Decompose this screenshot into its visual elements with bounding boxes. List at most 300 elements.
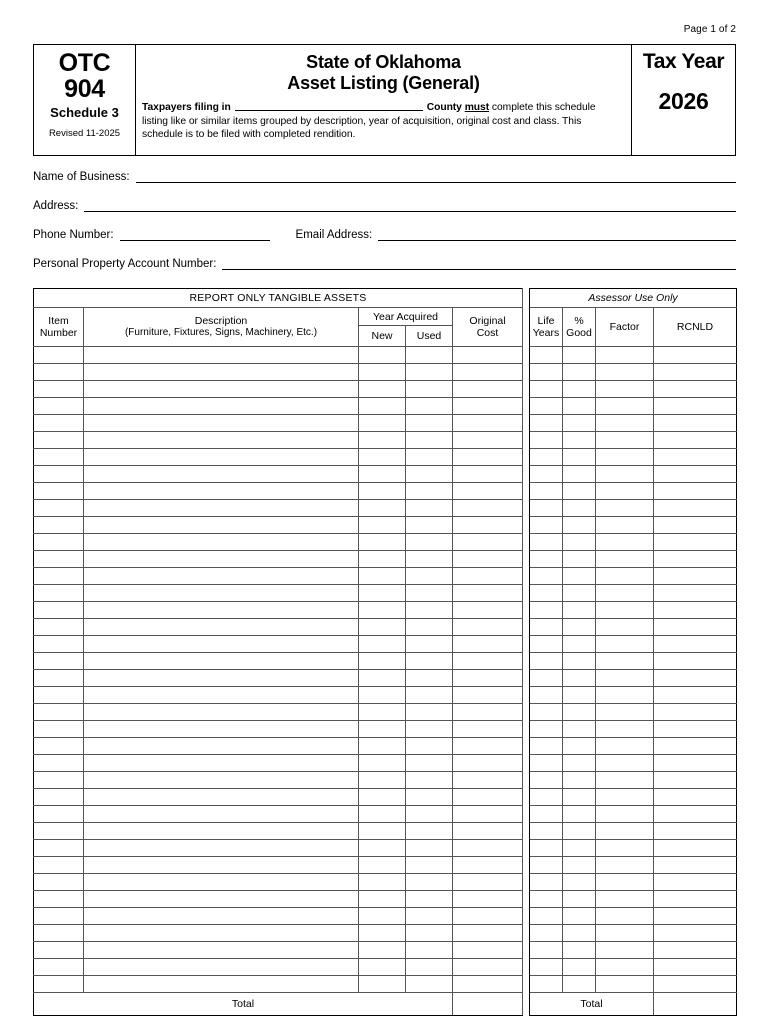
cell-factor[interactable] <box>596 670 654 687</box>
cell-description[interactable] <box>84 466 359 483</box>
cell-original-cost[interactable] <box>453 449 523 466</box>
cell-life-years[interactable] <box>530 976 563 993</box>
cell-year-new[interactable] <box>359 925 406 942</box>
cell-rcnld[interactable] <box>654 976 737 993</box>
cell-description[interactable] <box>84 483 359 500</box>
cell-year-used[interactable] <box>406 789 453 806</box>
cell-description[interactable] <box>84 653 359 670</box>
cell-year-used[interactable] <box>406 398 453 415</box>
cell-year-new[interactable] <box>359 483 406 500</box>
total-rcnld-value[interactable] <box>654 993 737 1016</box>
cell-rcnld[interactable] <box>654 551 737 568</box>
cell-year-new[interactable] <box>359 619 406 636</box>
cell-year-new[interactable] <box>359 449 406 466</box>
cell-percent-good[interactable] <box>563 908 596 925</box>
cell-life-years[interactable] <box>530 806 563 823</box>
cell-percent-good[interactable] <box>563 874 596 891</box>
cell-year-new[interactable] <box>359 432 406 449</box>
cell-year-used[interactable] <box>406 534 453 551</box>
cell-percent-good[interactable] <box>563 772 596 789</box>
cell-year-used[interactable] <box>406 347 453 364</box>
cell-factor[interactable] <box>596 568 654 585</box>
cell-original-cost[interactable] <box>453 738 523 755</box>
cell-rcnld[interactable] <box>654 415 737 432</box>
cell-factor[interactable] <box>596 755 654 772</box>
cell-rcnld[interactable] <box>654 755 737 772</box>
cell-original-cost[interactable] <box>453 823 523 840</box>
cell-factor[interactable] <box>596 704 654 721</box>
cell-original-cost[interactable] <box>453 755 523 772</box>
cell-description[interactable] <box>84 432 359 449</box>
cell-year-new[interactable] <box>359 959 406 976</box>
cell-description[interactable] <box>84 721 359 738</box>
cell-rcnld[interactable] <box>654 823 737 840</box>
cell-original-cost[interactable] <box>453 653 523 670</box>
cell-life-years[interactable] <box>530 500 563 517</box>
cell-year-new[interactable] <box>359 636 406 653</box>
cell-year-new[interactable] <box>359 874 406 891</box>
cell-original-cost[interactable] <box>453 568 523 585</box>
cell-item-number[interactable] <box>34 789 84 806</box>
cell-description[interactable] <box>84 619 359 636</box>
cell-percent-good[interactable] <box>563 823 596 840</box>
cell-original-cost[interactable] <box>453 551 523 568</box>
cell-year-used[interactable] <box>406 942 453 959</box>
cell-rcnld[interactable] <box>654 959 737 976</box>
cell-year-new[interactable] <box>359 772 406 789</box>
cell-life-years[interactable] <box>530 857 563 874</box>
cell-year-used[interactable] <box>406 857 453 874</box>
cell-original-cost[interactable] <box>453 415 523 432</box>
cell-life-years[interactable] <box>530 789 563 806</box>
cell-description[interactable] <box>84 381 359 398</box>
cell-percent-good[interactable] <box>563 670 596 687</box>
cell-year-used[interactable] <box>406 891 453 908</box>
cell-year-new[interactable] <box>359 721 406 738</box>
cell-item-number[interactable] <box>34 721 84 738</box>
cell-description[interactable] <box>84 823 359 840</box>
cell-item-number[interactable] <box>34 653 84 670</box>
cell-factor[interactable] <box>596 347 654 364</box>
cell-life-years[interactable] <box>530 483 563 500</box>
cell-percent-good[interactable] <box>563 704 596 721</box>
cell-factor[interactable] <box>596 602 654 619</box>
cell-factor[interactable] <box>596 687 654 704</box>
cell-description[interactable] <box>84 602 359 619</box>
cell-item-number[interactable] <box>34 500 84 517</box>
cell-percent-good[interactable] <box>563 976 596 993</box>
cell-description[interactable] <box>84 976 359 993</box>
cell-year-used[interactable] <box>406 840 453 857</box>
cell-item-number[interactable] <box>34 976 84 993</box>
cell-rcnld[interactable] <box>654 704 737 721</box>
cell-description[interactable] <box>84 738 359 755</box>
cell-life-years[interactable] <box>530 721 563 738</box>
cell-life-years[interactable] <box>530 942 563 959</box>
cell-original-cost[interactable] <box>453 925 523 942</box>
total-original-cost-value[interactable] <box>453 993 523 1016</box>
cell-factor[interactable] <box>596 925 654 942</box>
cell-year-used[interactable] <box>406 449 453 466</box>
cell-factor[interactable] <box>596 959 654 976</box>
cell-original-cost[interactable] <box>453 908 523 925</box>
cell-factor[interactable] <box>596 823 654 840</box>
cell-year-new[interactable] <box>359 415 406 432</box>
cell-year-used[interactable] <box>406 738 453 755</box>
cell-rcnld[interactable] <box>654 483 737 500</box>
cell-description[interactable] <box>84 415 359 432</box>
cell-rcnld[interactable] <box>654 432 737 449</box>
cell-percent-good[interactable] <box>563 959 596 976</box>
cell-percent-good[interactable] <box>563 364 596 381</box>
cell-percent-good[interactable] <box>563 449 596 466</box>
cell-percent-good[interactable] <box>563 840 596 857</box>
cell-year-used[interactable] <box>406 687 453 704</box>
cell-life-years[interactable] <box>530 551 563 568</box>
cell-year-new[interactable] <box>359 823 406 840</box>
cell-rcnld[interactable] <box>654 602 737 619</box>
cell-description[interactable] <box>84 585 359 602</box>
cell-life-years[interactable] <box>530 602 563 619</box>
cell-item-number[interactable] <box>34 432 84 449</box>
cell-item-number[interactable] <box>34 483 84 500</box>
cell-percent-good[interactable] <box>563 806 596 823</box>
cell-original-cost[interactable] <box>453 381 523 398</box>
cell-life-years[interactable] <box>530 466 563 483</box>
cell-year-used[interactable] <box>406 636 453 653</box>
cell-original-cost[interactable] <box>453 517 523 534</box>
cell-original-cost[interactable] <box>453 891 523 908</box>
cell-description[interactable] <box>84 959 359 976</box>
cell-year-new[interactable] <box>359 789 406 806</box>
cell-factor[interactable] <box>596 432 654 449</box>
cell-year-new[interactable] <box>359 364 406 381</box>
cell-item-number[interactable] <box>34 568 84 585</box>
cell-year-used[interactable] <box>406 602 453 619</box>
cell-factor[interactable] <box>596 908 654 925</box>
cell-year-used[interactable] <box>406 704 453 721</box>
cell-year-used[interactable] <box>406 585 453 602</box>
cell-life-years[interactable] <box>530 619 563 636</box>
cell-rcnld[interactable] <box>654 670 737 687</box>
cell-year-new[interactable] <box>359 466 406 483</box>
cell-description[interactable] <box>84 874 359 891</box>
cell-rcnld[interactable] <box>654 517 737 534</box>
cell-percent-good[interactable] <box>563 432 596 449</box>
cell-year-new[interactable] <box>359 738 406 755</box>
cell-original-cost[interactable] <box>453 959 523 976</box>
cell-life-years[interactable] <box>530 840 563 857</box>
cell-life-years[interactable] <box>530 959 563 976</box>
cell-factor[interactable] <box>596 364 654 381</box>
cell-percent-good[interactable] <box>563 636 596 653</box>
cell-percent-good[interactable] <box>563 857 596 874</box>
cell-item-number[interactable] <box>34 908 84 925</box>
cell-description[interactable] <box>84 534 359 551</box>
cell-original-cost[interactable] <box>453 670 523 687</box>
cell-factor[interactable] <box>596 942 654 959</box>
cell-year-used[interactable] <box>406 925 453 942</box>
cell-factor[interactable] <box>596 619 654 636</box>
cell-factor[interactable] <box>596 738 654 755</box>
cell-year-new[interactable] <box>359 908 406 925</box>
cell-year-used[interactable] <box>406 670 453 687</box>
cell-rcnld[interactable] <box>654 568 737 585</box>
cell-item-number[interactable] <box>34 857 84 874</box>
cell-original-cost[interactable] <box>453 364 523 381</box>
cell-rcnld[interactable] <box>654 398 737 415</box>
cell-original-cost[interactable] <box>453 806 523 823</box>
cell-item-number[interactable] <box>34 398 84 415</box>
cell-year-new[interactable] <box>359 857 406 874</box>
cell-original-cost[interactable] <box>453 789 523 806</box>
cell-percent-good[interactable] <box>563 687 596 704</box>
cell-factor[interactable] <box>596 721 654 738</box>
cell-year-used[interactable] <box>406 772 453 789</box>
cell-factor[interactable] <box>596 772 654 789</box>
cell-description[interactable] <box>84 347 359 364</box>
cell-item-number[interactable] <box>34 381 84 398</box>
cell-year-new[interactable] <box>359 534 406 551</box>
cell-percent-good[interactable] <box>563 653 596 670</box>
cell-item-number[interactable] <box>34 670 84 687</box>
cell-factor[interactable] <box>596 857 654 874</box>
cell-original-cost[interactable] <box>453 687 523 704</box>
cell-factor[interactable] <box>596 466 654 483</box>
cell-item-number[interactable] <box>34 959 84 976</box>
cell-year-new[interactable] <box>359 891 406 908</box>
cell-description[interactable] <box>84 857 359 874</box>
cell-life-years[interactable] <box>530 636 563 653</box>
cell-year-used[interactable] <box>406 432 453 449</box>
cell-rcnld[interactable] <box>654 925 737 942</box>
cell-life-years[interactable] <box>530 415 563 432</box>
cell-item-number[interactable] <box>34 636 84 653</box>
cell-description[interactable] <box>84 925 359 942</box>
cell-year-used[interactable] <box>406 721 453 738</box>
cell-year-new[interactable] <box>359 517 406 534</box>
cell-percent-good[interactable] <box>563 500 596 517</box>
cell-rcnld[interactable] <box>654 466 737 483</box>
cell-year-used[interactable] <box>406 976 453 993</box>
cell-description[interactable] <box>84 772 359 789</box>
cell-description[interactable] <box>84 398 359 415</box>
cell-item-number[interactable] <box>34 823 84 840</box>
cell-description[interactable] <box>84 687 359 704</box>
cell-year-new[interactable] <box>359 500 406 517</box>
cell-year-new[interactable] <box>359 755 406 772</box>
cell-rcnld[interactable] <box>654 636 737 653</box>
email-address-input[interactable] <box>378 228 736 241</box>
cell-original-cost[interactable] <box>453 398 523 415</box>
cell-percent-good[interactable] <box>563 381 596 398</box>
cell-original-cost[interactable] <box>453 636 523 653</box>
cell-factor[interactable] <box>596 891 654 908</box>
cell-description[interactable] <box>84 840 359 857</box>
cell-original-cost[interactable] <box>453 840 523 857</box>
cell-percent-good[interactable] <box>563 534 596 551</box>
cell-factor[interactable] <box>596 874 654 891</box>
cell-life-years[interactable] <box>530 347 563 364</box>
cell-year-used[interactable] <box>406 500 453 517</box>
cell-year-new[interactable] <box>359 704 406 721</box>
cell-factor[interactable] <box>596 381 654 398</box>
cell-original-cost[interactable] <box>453 483 523 500</box>
cell-life-years[interactable] <box>530 704 563 721</box>
cell-description[interactable] <box>84 704 359 721</box>
cell-factor[interactable] <box>596 806 654 823</box>
cell-rcnld[interactable] <box>654 653 737 670</box>
cell-rcnld[interactable] <box>654 449 737 466</box>
cell-percent-good[interactable] <box>563 551 596 568</box>
cell-life-years[interactable] <box>530 755 563 772</box>
cell-rcnld[interactable] <box>654 619 737 636</box>
cell-life-years[interactable] <box>530 381 563 398</box>
cell-life-years[interactable] <box>530 891 563 908</box>
cell-description[interactable] <box>84 942 359 959</box>
cell-rcnld[interactable] <box>654 687 737 704</box>
cell-year-used[interactable] <box>406 619 453 636</box>
cell-rcnld[interactable] <box>654 364 737 381</box>
cell-rcnld[interactable] <box>654 857 737 874</box>
phone-number-input[interactable] <box>120 228 270 241</box>
cell-rcnld[interactable] <box>654 738 737 755</box>
cell-year-used[interactable] <box>406 551 453 568</box>
cell-item-number[interactable] <box>34 466 84 483</box>
cell-rcnld[interactable] <box>654 585 737 602</box>
cell-percent-good[interactable] <box>563 568 596 585</box>
cell-rcnld[interactable] <box>654 789 737 806</box>
cell-percent-good[interactable] <box>563 721 596 738</box>
cell-life-years[interactable] <box>530 874 563 891</box>
cell-life-years[interactable] <box>530 432 563 449</box>
cell-original-cost[interactable] <box>453 857 523 874</box>
cell-life-years[interactable] <box>530 738 563 755</box>
cell-original-cost[interactable] <box>453 602 523 619</box>
cell-factor[interactable] <box>596 483 654 500</box>
cell-percent-good[interactable] <box>563 891 596 908</box>
cell-item-number[interactable] <box>34 415 84 432</box>
cell-life-years[interactable] <box>530 653 563 670</box>
cell-description[interactable] <box>84 551 359 568</box>
cell-year-used[interactable] <box>406 517 453 534</box>
cell-life-years[interactable] <box>530 670 563 687</box>
cell-description[interactable] <box>84 755 359 772</box>
cell-year-used[interactable] <box>406 466 453 483</box>
cell-percent-good[interactable] <box>563 942 596 959</box>
address-input[interactable] <box>84 199 736 212</box>
cell-life-years[interactable] <box>530 908 563 925</box>
cell-life-years[interactable] <box>530 364 563 381</box>
cell-life-years[interactable] <box>530 823 563 840</box>
cell-item-number[interactable] <box>34 619 84 636</box>
cell-life-years[interactable] <box>530 687 563 704</box>
cell-item-number[interactable] <box>34 364 84 381</box>
cell-year-new[interactable] <box>359 653 406 670</box>
cell-item-number[interactable] <box>34 891 84 908</box>
cell-original-cost[interactable] <box>453 585 523 602</box>
cell-original-cost[interactable] <box>453 704 523 721</box>
cell-item-number[interactable] <box>34 687 84 704</box>
cell-rcnld[interactable] <box>654 772 737 789</box>
cell-description[interactable] <box>84 670 359 687</box>
cell-factor[interactable] <box>596 976 654 993</box>
cell-rcnld[interactable] <box>654 891 737 908</box>
cell-year-used[interactable] <box>406 364 453 381</box>
cell-year-used[interactable] <box>406 568 453 585</box>
cell-percent-good[interactable] <box>563 738 596 755</box>
cell-year-new[interactable] <box>359 551 406 568</box>
cell-percent-good[interactable] <box>563 925 596 942</box>
county-input-rule[interactable] <box>235 100 423 111</box>
cell-description[interactable] <box>84 891 359 908</box>
cell-original-cost[interactable] <box>453 534 523 551</box>
cell-factor[interactable] <box>596 449 654 466</box>
cell-percent-good[interactable] <box>563 602 596 619</box>
cell-description[interactable] <box>84 908 359 925</box>
cell-factor[interactable] <box>596 534 654 551</box>
cell-item-number[interactable] <box>34 806 84 823</box>
cell-factor[interactable] <box>596 585 654 602</box>
cell-year-new[interactable] <box>359 602 406 619</box>
cell-original-cost[interactable] <box>453 347 523 364</box>
cell-percent-good[interactable] <box>563 517 596 534</box>
cell-item-number[interactable] <box>34 602 84 619</box>
cell-item-number[interactable] <box>34 874 84 891</box>
cell-item-number[interactable] <box>34 942 84 959</box>
cell-item-number[interactable] <box>34 347 84 364</box>
cell-description[interactable] <box>84 364 359 381</box>
cell-factor[interactable] <box>596 653 654 670</box>
cell-factor[interactable] <box>596 500 654 517</box>
cell-year-new[interactable] <box>359 398 406 415</box>
cell-life-years[interactable] <box>530 398 563 415</box>
cell-rcnld[interactable] <box>654 500 737 517</box>
cell-year-used[interactable] <box>406 823 453 840</box>
cell-factor[interactable] <box>596 415 654 432</box>
cell-year-new[interactable] <box>359 585 406 602</box>
cell-year-new[interactable] <box>359 942 406 959</box>
cell-item-number[interactable] <box>34 449 84 466</box>
cell-rcnld[interactable] <box>654 721 737 738</box>
cell-item-number[interactable] <box>34 772 84 789</box>
cell-description[interactable] <box>84 517 359 534</box>
cell-item-number[interactable] <box>34 755 84 772</box>
cell-rcnld[interactable] <box>654 381 737 398</box>
cell-item-number[interactable] <box>34 517 84 534</box>
cell-original-cost[interactable] <box>453 942 523 959</box>
cell-year-new[interactable] <box>359 381 406 398</box>
cell-item-number[interactable] <box>34 534 84 551</box>
cell-life-years[interactable] <box>530 585 563 602</box>
cell-percent-good[interactable] <box>563 347 596 364</box>
cell-item-number[interactable] <box>34 738 84 755</box>
cell-description[interactable] <box>84 449 359 466</box>
cell-percent-good[interactable] <box>563 415 596 432</box>
cell-percent-good[interactable] <box>563 755 596 772</box>
cell-year-used[interactable] <box>406 381 453 398</box>
cell-item-number[interactable] <box>34 704 84 721</box>
cell-description[interactable] <box>84 789 359 806</box>
cell-life-years[interactable] <box>530 568 563 585</box>
cell-item-number[interactable] <box>34 585 84 602</box>
cell-rcnld[interactable] <box>654 874 737 891</box>
cell-year-used[interactable] <box>406 908 453 925</box>
cell-year-new[interactable] <box>359 670 406 687</box>
cell-year-new[interactable] <box>359 687 406 704</box>
cell-description[interactable] <box>84 568 359 585</box>
cell-year-used[interactable] <box>406 653 453 670</box>
